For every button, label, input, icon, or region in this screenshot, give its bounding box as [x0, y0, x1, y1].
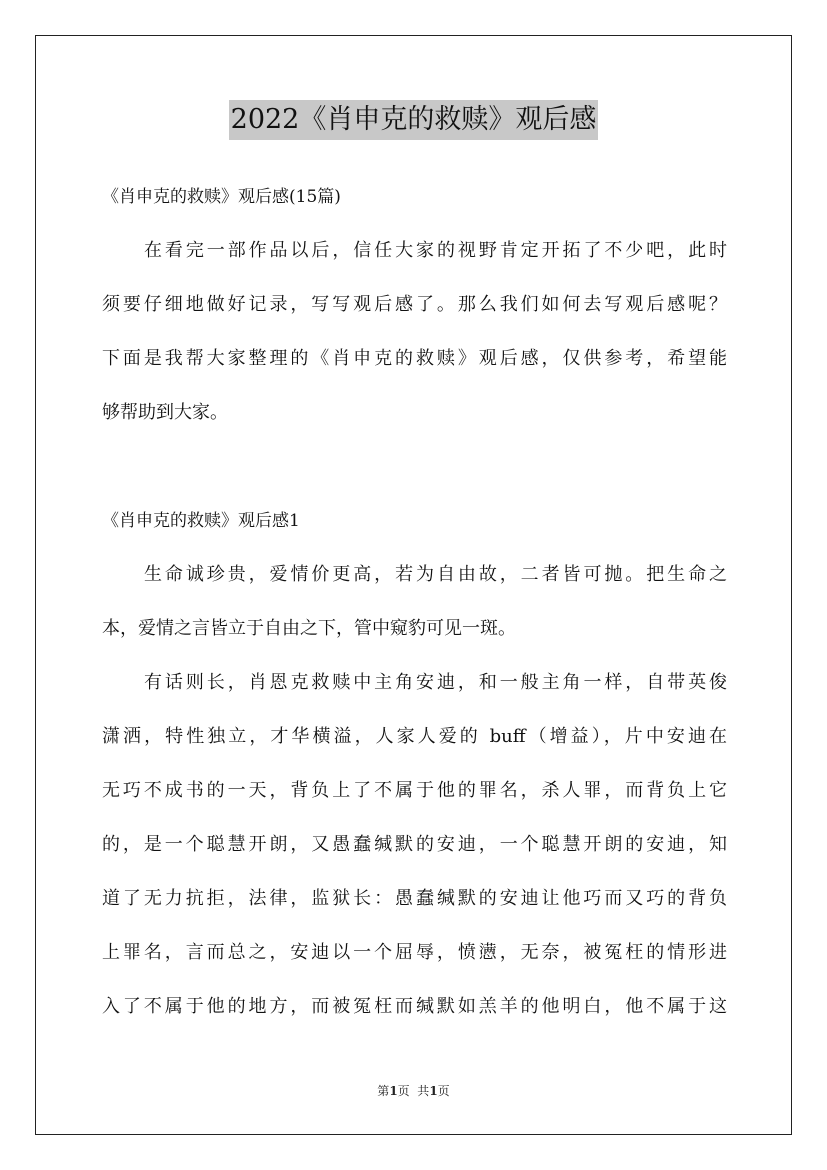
- document-subtitle: 《肖申克的救赎》观后感(15篇): [102, 187, 341, 207]
- document-body: [102, 170, 727, 1034]
- paragraph-gap: [102, 440, 727, 494]
- section1-para2-line-4: 的，是一个聪慧开朗，又愚蠢缄默的安迪，一个聪慧开朗的安迪，知: [102, 834, 727, 855]
- footer-mid: 页 共: [397, 1084, 430, 1098]
- section1-para1-line-1: 生命诚珍贵，爱情价更高，若为自由故，二者皆可抛。把生命之: [144, 564, 727, 585]
- footer-prefix: 第: [377, 1084, 390, 1098]
- intro-line-2: 须要仔细地做好记录，写写观后感了。那么我们如何去写观后感呢？: [102, 294, 727, 315]
- section1-heading: 《肖申克的救赎》观后感1: [102, 511, 300, 531]
- footer-page-total: 1: [429, 1084, 438, 1098]
- intro-line-3: 下面是我帮大家整理的《肖申克的救赎》观后感，仅供参考，希望能: [102, 348, 727, 369]
- section1-para2-line-3: 无巧不成书的一天，背负上了不属于他的罪名，杀人罪，而背负上它: [102, 780, 727, 801]
- intro-line-1: 在看完一部作品以后，信任大家的视野肯定开拓了不少吧，此时: [144, 240, 727, 261]
- title-container: [0, 100, 827, 140]
- document-title: 2022《肖申克的救赎》观后感: [229, 100, 599, 140]
- section1-para2-line-2: 潇洒，特性独立，才华横溢，人家人爱的 buff（增益），片中安迪在: [102, 726, 727, 747]
- section1-para2-line-1: 有话则长，肖恩克救赎中主角安迪，和一般主角一样，自带英俊: [144, 672, 727, 693]
- page-footer: [0, 1082, 827, 1099]
- section1-para2-line-6: 上罪名，言而总之，安迪以一个屈辱，愤懑，无奈，被冤枉的情形进: [102, 942, 727, 963]
- section1-para1-line-2: 本，爱情之言皆立于自由之下，管中窥豹可见一斑。: [102, 618, 516, 639]
- section1-para2-line-7: 入了不属于他的地方，而被冤枉而缄默如羔羊的他明白，他不属于这: [102, 996, 727, 1017]
- footer-page-current: 1: [389, 1084, 398, 1098]
- footer-suffix: 页: [437, 1084, 450, 1098]
- intro-line-4: 够帮助到大家。: [102, 402, 228, 423]
- section1-para2-line-5: 道了无力抗拒，法律，监狱长：愚蠢缄默的安迪让他巧而又巧的背负: [102, 888, 727, 909]
